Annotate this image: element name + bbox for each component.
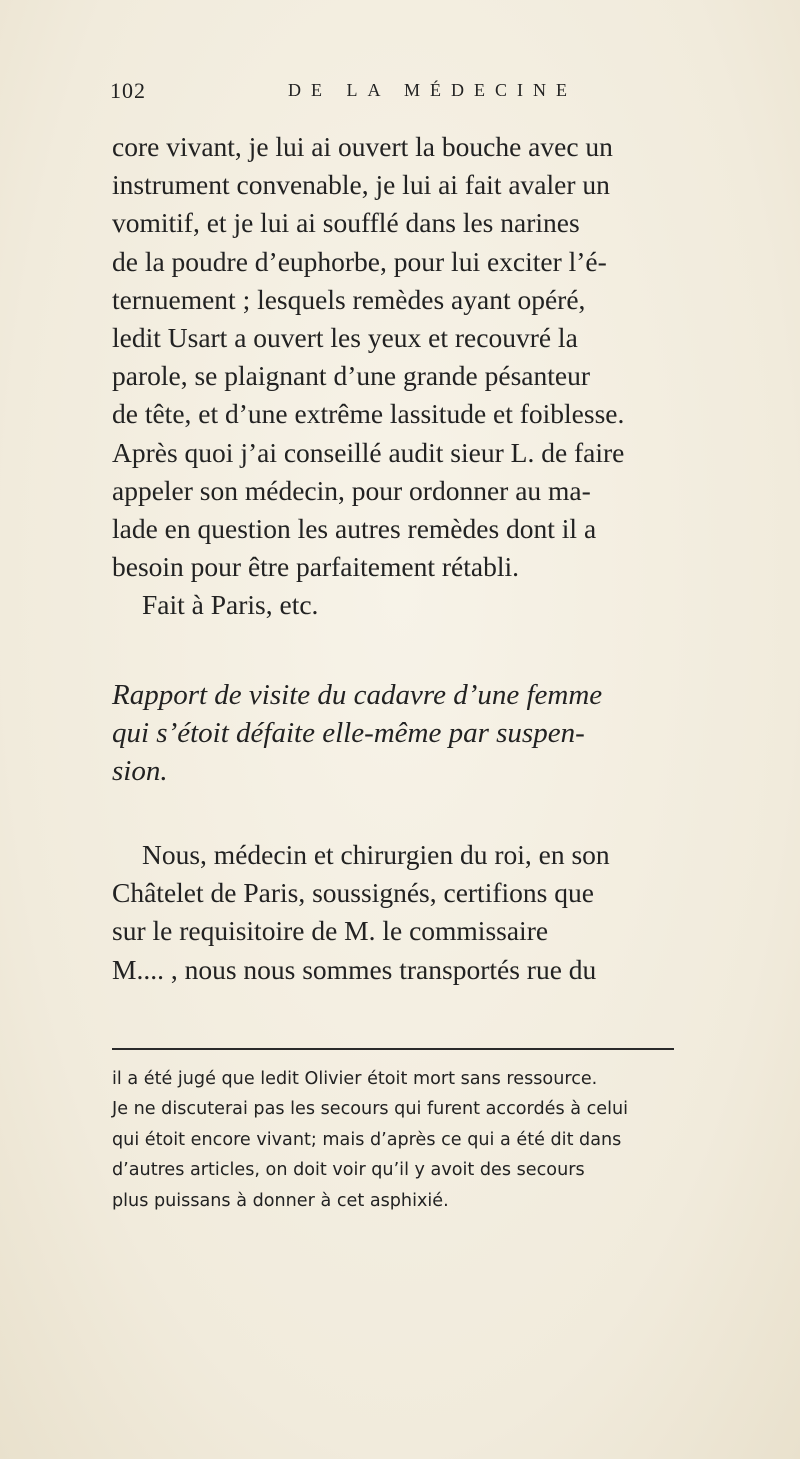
text-line: ledit Usart a ouvert les yeux et recouvré la xyxy=(112,322,578,354)
page-number: 102 xyxy=(110,78,146,103)
text-line: sur le requisitoire de M. le commissaire xyxy=(112,915,549,947)
text-line: instrument convenable, je lui ai fait avaler un xyxy=(112,169,610,201)
heading-line: qui s’étoit défaite elle-même par suspen- xyxy=(112,717,585,749)
text-line: parole, se plaignant d’une grande pésanteur xyxy=(112,360,591,392)
text-line: besoin pour être parfaitement rétabli. xyxy=(112,551,519,583)
text-line: ternuement ; lesquels remèdes ayant opéré, xyxy=(112,283,586,315)
text-line: de tête, et d’une extrême lassitude et foiblesse. xyxy=(112,398,625,430)
footnote-line: qui étoit encore vivant; mais d’après ce qui a été dit dans xyxy=(112,1129,622,1150)
footnote-line: il a été jugé que ledit Olivier étoit mort sans ressource. xyxy=(112,1069,598,1089)
text-line: lade en question les autres remèdes dont il a xyxy=(112,513,597,545)
text-line: Fait à Paris, etc. xyxy=(142,589,319,621)
text-line: appeler son médecin, pour ordonner au ma- xyxy=(112,474,591,506)
footnote xyxy=(112,1064,677,1216)
running-title: DE LA MÉDECINE xyxy=(288,80,577,100)
text-line: M.... , nous nous sommes transportés rue du xyxy=(112,953,597,985)
footnote-line: Je ne discuterai pas les secours qui furent accordés à celui xyxy=(112,1099,629,1120)
text-line: vomitif, et je lui ai soufflé dans les narines xyxy=(112,207,580,239)
footnote-line: plus puissans à donner à cet asphixié. xyxy=(112,1190,449,1211)
footnote-line: d’autres articles, on doit voir qu’il y avoit des secours xyxy=(112,1160,585,1181)
paragraph-continuation xyxy=(112,128,672,625)
text-line: de la poudre d’euphorbe, pour lui exciter l’é- xyxy=(112,245,607,277)
text-line: Après quoi j’ai conseillé audit sieur L. de faire xyxy=(112,436,625,468)
footnote-divider xyxy=(112,1048,674,1050)
text-line: Nous, médecin et chirurgien du roi, en son xyxy=(142,839,610,870)
section-heading xyxy=(112,676,677,790)
paragraph-report xyxy=(112,836,672,989)
text-line: Châtelet de Paris, soussignés, certifions que xyxy=(112,877,594,909)
heading-line: sion. xyxy=(112,755,168,787)
text-line: core vivant, je lui ai ouvert la bouche avec un xyxy=(112,131,613,162)
heading-line: Rapport de visite du cadavre d’une femme xyxy=(112,679,603,711)
page-header xyxy=(110,78,670,118)
